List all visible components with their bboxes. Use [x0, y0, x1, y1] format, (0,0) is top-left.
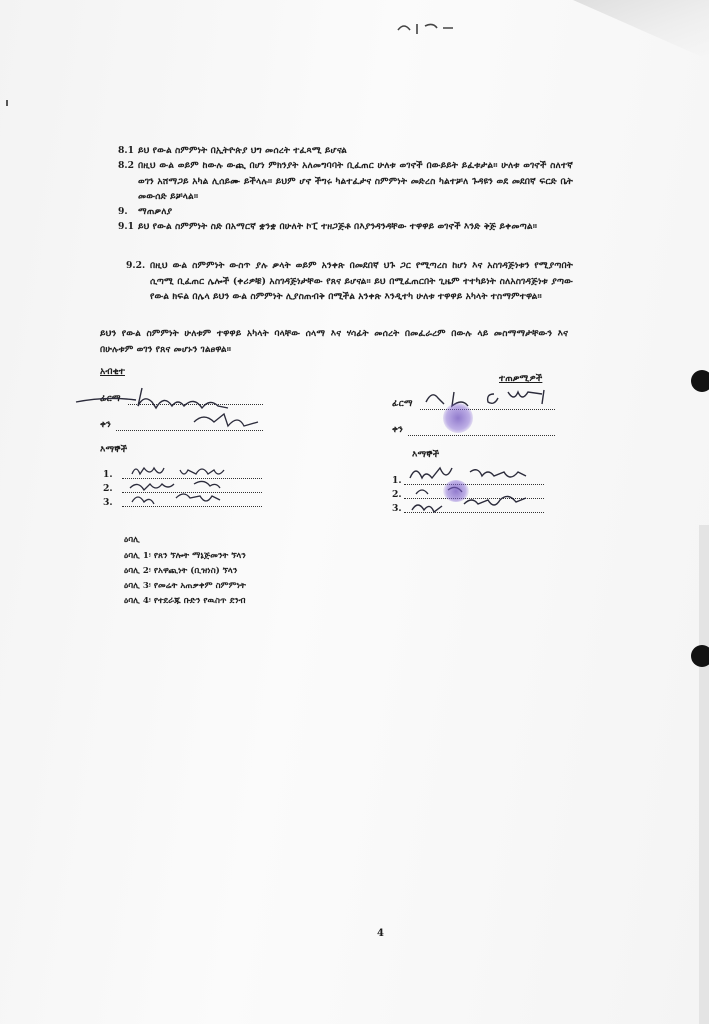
section-heading: ማጠቃለያ — [138, 206, 173, 217]
left-witness-number: 2. — [103, 483, 113, 494]
clause-number: 9.2. — [126, 260, 146, 271]
right-witness-number: 1. — [392, 475, 402, 486]
purple-stamp — [443, 480, 469, 502]
right-signature-label: ፊርማ — [392, 398, 413, 409]
annex-item: ዕባሊ 4፡ የተደራጁ ቡድን የዉስጥ ደንብ — [124, 596, 246, 606]
left-date-line — [116, 430, 263, 431]
clause-number: 8.2 — [118, 160, 134, 171]
right-date-label: ቀን — [392, 424, 403, 435]
left-date-label: ቀን — [100, 419, 111, 430]
left-witness-signatures — [122, 460, 262, 510]
left-witness-number: 1. — [103, 469, 113, 480]
left-witnesses-heading: እማኞች — [100, 444, 128, 455]
right-signature — [420, 386, 560, 410]
annex-item: ዕባሊ 2፡ የአዋጪነት (ቢዝነስ) ኘላን — [124, 566, 238, 576]
closing-statement: ይህን የውል ስምምነት ሁለቱም ተዋዋይ አካላት ባላቸው ሰላማ እና ሃሳፊት መሰረት በመፈራረም በውሉ ላይ መስማማታቸውን እና በሁሉቱም ወገን የጸና መሆኑን ገልፀዋል። — [100, 328, 568, 355]
punch-hole-top — [691, 370, 709, 392]
right-party-heading: ተጠቃሚዎች — [499, 373, 543, 384]
annex-item: ዕባሊ 1፡ የጸን ኘሎት ማኔጅመንት ኘላን — [124, 551, 246, 561]
purple-stamp — [443, 403, 473, 433]
clause-text: ይህ የውል ስምምነት ስድ በአማርኛ ቋንቋ በሁለት ኮፒ ተዘጋጅቶ በእያንዳንዳቸው ተዋዋይ ወገኖች እንድ ቅጅ ይቀመጣል። — [138, 221, 538, 232]
left-party-heading: አብቂተ — [100, 366, 125, 377]
annex-item: ዕባሊ 3፡ የመሬት አጠቃቀም ስምምነት — [124, 581, 246, 591]
page-number: 4 — [377, 928, 384, 939]
left-witness-number: 3. — [103, 497, 113, 508]
right-date-line — [408, 435, 555, 436]
right-witness-number: 2. — [392, 489, 402, 500]
annex-heading: ዕባሊ — [124, 535, 140, 545]
clause-number: 8.1 — [118, 145, 134, 156]
margin-mark — [6, 100, 8, 106]
clause-text: በዚህ ውል ስምምነት ውስጥ ያሉ ቃላት ወይም አንቀጽ በመደበኛ ህጉ ጋር የሚጣረስ ከሆነ እና አስገዳጅነቱን የሚያጣበት ሲጣሚ ቢፈጠር ሌሎች (ቀሪዎቹ) አስገዳጅነታቸው የጸና ይሆናል። ይህ በሚፈጠርበት ጊዜም ተተካይነት ስለአስገዳጅነቱ ያጣው የውል ክፍል በሌላ ይህን ውል ስምምነት ሊያስጠብቅ በሚችል አንቀጽ እንዲተካ ሁለቱ ተዋዋይ አካላት ተስማምተዋል። — [150, 260, 573, 302]
page-fold-shadow — [539, 0, 709, 60]
right-witness-signatures — [404, 458, 554, 516]
right-witnesses-heading: እማኞች — [412, 449, 440, 460]
clause-number: 9. — [118, 206, 128, 217]
right-witness-number: 3. — [392, 503, 402, 514]
left-signature-label: ፊርማ — [100, 393, 121, 404]
clause-number: 9.1 — [118, 221, 134, 232]
left-date-scribble — [190, 408, 265, 430]
underlying-page-edge — [699, 525, 709, 1024]
punch-hole-bottom — [691, 645, 709, 667]
clause-text: በዚህ ውል ወይም ከውሉ ውጪ በሆነ ምክንያት አለመግባባት ቢፈጠር ሁለቱ ወገኖች በውይይት ይፈቱታል። ሁለቱ ወገኖች ስለተኛ ወገን አሸማጋይ አካል ሊሰይሙ ይችላሉ። ይህም ሆኖ ችግሩ ካልተፈታና ስምምነት መድረስ ካልተቻለ ጉዳዩን ወደ መደበኛ ፍርድ ቤት መውሰድ ይቻላል። — [138, 160, 573, 202]
top-pen-mark — [395, 18, 465, 38]
clause-text: ይህ የውል ስምምነት በኢትዮጵያ ህግ መሰረት ተፈጻሚ ይሆናል — [138, 145, 347, 156]
